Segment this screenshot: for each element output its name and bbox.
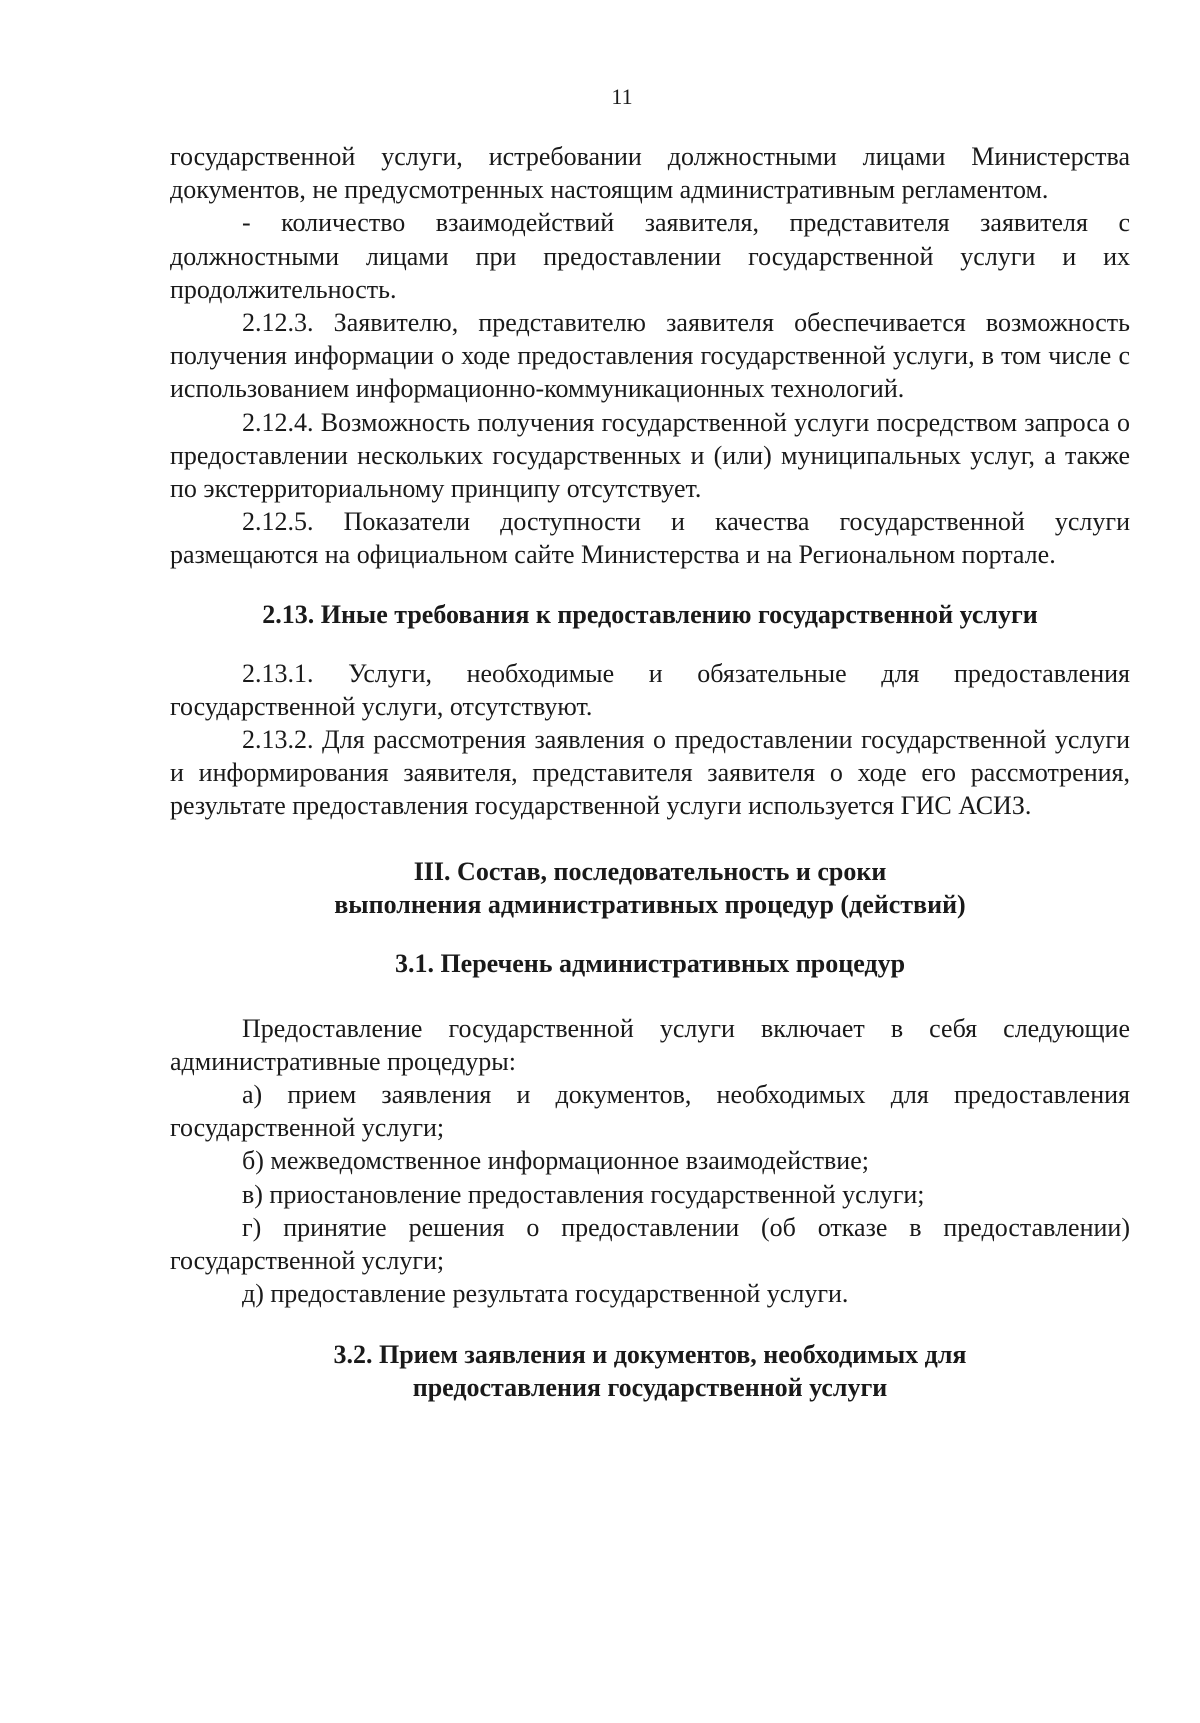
paragraph-2-13-1: 2.13.1. Услуги, необходимые и обязательные для предоставления государственной услуги, отсутствуют.: [170, 658, 1130, 721]
list-item-d: д) предоставление результата государственной услуги.: [242, 1279, 849, 1309]
paragraph-2-13-2: 2.13.2. Для рассмотрения заявления о предоставлении государственной услуги и информирования заявителя, представителя заявителя о ходе его рассмотрения, результате предоставления государственной услуги используется ГИС АСИЗ.: [170, 725, 1130, 821]
list-item-b: б) межведомственное информационное взаимодействие;: [242, 1146, 869, 1176]
section-heading-3-2-line-2: предоставления государственной услуги: [412, 1373, 888, 1403]
chapter-heading-III-line-2: выполнения административных процедур (действий): [334, 889, 966, 919]
list-item-g: г) принятие решения о предоставлении (об отказе в предоставлении) государственной услуги;: [170, 1212, 1130, 1276]
page-content: [170, 140, 1130, 1404]
section-heading-2-13: 2.13. Иные требования к предоставлению государственной услуги: [262, 599, 1038, 629]
chapter-heading-III-line-1: III. Состав, последовательность и сроки: [413, 856, 887, 886]
page-number: 11: [611, 84, 633, 109]
paragraph-2-12-5: 2.12.5. Показатели доступности и качества государственной услуги размещаются на официальном сайте Министерства и на Региональном портале.: [170, 507, 1130, 570]
paragraph-interactions: - количество взаимодействий заявителя, представителя заявителя с должностными лицами при предоставлении государственной услуги и их продолжительность.: [170, 208, 1130, 304]
list-item-a: а) прием заявления и документов, необходимых для предоставления государственной услуги;: [170, 1080, 1130, 1143]
section-heading-3-2: [170, 1338, 1130, 1404]
section-heading-3-1: 3.1. Перечень административных процедур: [394, 948, 906, 978]
list-item-v: в) приостановление предоставления государственной услуги;: [242, 1179, 925, 1209]
paragraph-2-12-4: 2.12.4. Возможность получения государственной услуги посредством запроса о предоставлении нескольких государственных и (или) муниципальных услуг, а также по экстерриториальному принципу отсутствует.: [170, 407, 1130, 504]
section-heading-3-2-line-1: 3.2. Прием заявления и документов, необходимых для: [333, 1340, 967, 1370]
paragraph-continuation: государственной услуги, истребовании должностными лицами Министерства документов, не предусмотренных настоящим административным регламентом.: [170, 142, 1130, 205]
paragraph-2-12-3: 2.12.3. Заявителю, представителю заявителя обеспечивается возможность получения информации о ходе предоставления государственной услуги, в том числе с использованием информационно-коммуникационных технологий.: [170, 308, 1130, 404]
chapter-heading-III: [170, 855, 1130, 921]
paragraph-procedures-intro: Предоставление государственной услуги включает в себя следующие административные процедуры:: [170, 1013, 1130, 1076]
